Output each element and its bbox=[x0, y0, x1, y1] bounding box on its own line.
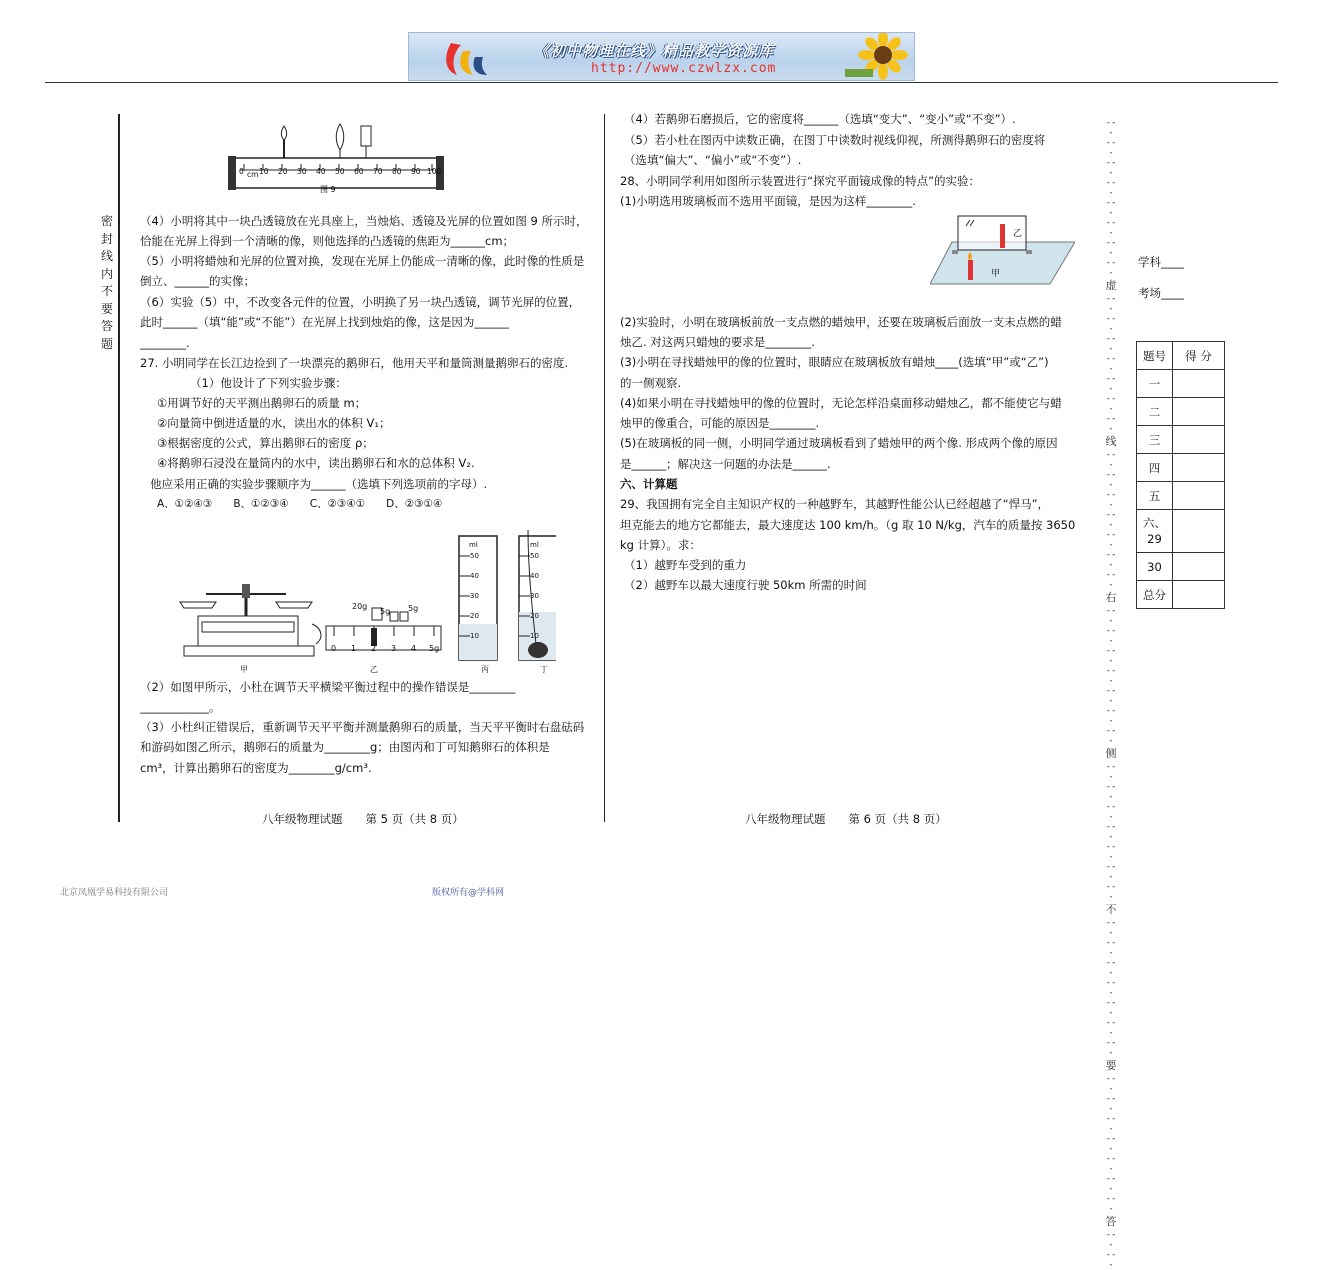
cylinder-tick: 40 bbox=[530, 572, 539, 580]
table-cell: 四 bbox=[1137, 454, 1173, 482]
text-line: （1）他设计了下列实验步骤： bbox=[190, 376, 347, 390]
binding-word: 侧 bbox=[1105, 747, 1117, 760]
page-footer-right: 八年级物理试题 第 6 页（共 8 页） bbox=[745, 812, 947, 826]
score-cell bbox=[1173, 581, 1225, 609]
cylinder-tick: 20 bbox=[470, 612, 479, 620]
text-line: 29、我国拥有完全自主知识产权的一种越野车，其越野性能公认已经超越了“悍马”， bbox=[620, 497, 1050, 511]
table-row bbox=[1137, 398, 1225, 426]
table-cell: 五 bbox=[1137, 482, 1173, 510]
binding-word: 右 bbox=[1105, 591, 1117, 604]
table-row bbox=[1137, 426, 1225, 454]
scale-label: 2 bbox=[371, 644, 377, 653]
text-line: ③根据密度的公式，算出鹅卵石的密度 ρ； bbox=[157, 436, 374, 450]
table-cell: 30 bbox=[1137, 553, 1173, 581]
subject-field: 学科____ bbox=[1138, 255, 1184, 269]
seal-line-text: 密封线内不要答题 bbox=[100, 214, 113, 351]
ruler-tick-label: 30 bbox=[297, 167, 307, 176]
binding-word: 虚 bbox=[1105, 279, 1117, 292]
plane-mirror-figure bbox=[930, 212, 1075, 288]
score-cell bbox=[1173, 370, 1225, 398]
cylinder-tick: 10 bbox=[530, 632, 539, 640]
ruler-tick-label: 80 bbox=[392, 167, 402, 176]
table-cell: 总分 bbox=[1137, 581, 1173, 609]
ruler-tick-label: 40 bbox=[316, 167, 326, 176]
text-line: 此时______（填“能”或“不能”）在光屏上找到烛焰的像，这是因为______ bbox=[140, 315, 509, 329]
weight-label: 20g bbox=[352, 602, 368, 611]
text-line: （4）若鹅卵石磨损后，它的密度将______（选填“变大”、“变小”或“不变”）. bbox=[624, 112, 1016, 126]
scale-label: 0 bbox=[331, 644, 337, 653]
text-line: （1）越野车受到的重力 bbox=[624, 558, 747, 572]
table-row bbox=[1137, 553, 1225, 581]
text-line: （2）越野车以最大速度行驶 50km 所需的时间 bbox=[624, 578, 867, 592]
page-footer-left: 八年级物理试题 第 5 页（共 8 页） bbox=[262, 812, 464, 826]
cylinder-unit: ml bbox=[530, 541, 539, 549]
table-cell: 二 bbox=[1137, 398, 1173, 426]
sunflower-icon bbox=[845, 33, 915, 81]
scale-label: 3 bbox=[391, 644, 397, 653]
figure-label: 乙 bbox=[370, 665, 378, 674]
table-row bbox=[1137, 454, 1225, 482]
text-line: ②向量筒中倒进适量的水，读出水的体积 V₁； bbox=[157, 416, 391, 430]
ruler-tick-label: 60 bbox=[354, 167, 364, 176]
text-line: 的一侧观察. bbox=[620, 376, 682, 390]
table-cell: 三 bbox=[1137, 426, 1173, 454]
text-line: ________. bbox=[140, 336, 190, 350]
text-line: 倒立、______的实像； bbox=[140, 274, 255, 288]
score-cell bbox=[1173, 553, 1225, 581]
options-line: A、①②④③ B、①②③④ C、②③④① D、②③①④ bbox=[157, 498, 443, 510]
cylinder-tick: 20 bbox=[530, 612, 539, 620]
logo-icon bbox=[437, 37, 497, 79]
binding-word: 要 bbox=[1105, 1059, 1117, 1072]
text-line: ①用调节好的天平测出鹅卵石的质量 m； bbox=[157, 396, 367, 410]
text-line: （5）小明将蜡烛和光屏的位置对换，发现在光屏上仍能成一清晰的像，此时像的性质是 bbox=[140, 254, 585, 268]
binding-word: 线 bbox=[1105, 435, 1117, 448]
text-line: (4)如果小明在寻找蜡烛甲的像的位置时，无论怎样沿桌面移动蜡烛乙，都不能使它与蜡 bbox=[620, 396, 1062, 410]
text-line: ____________。 bbox=[140, 700, 221, 714]
text-line: cm³，计算出鹅卵石的密度为________g/cm³. bbox=[140, 761, 372, 775]
cylinder-tick: 30 bbox=[530, 592, 539, 600]
ruler-tick-label: 70 bbox=[373, 167, 383, 176]
text-line: (5)在玻璃板的同一侧，小明同学通过玻璃板看到了蜡烛甲的两个像. 形成两个像的原因 bbox=[620, 436, 1058, 450]
figure-label: 丁 bbox=[540, 665, 548, 674]
table-row bbox=[1137, 482, 1225, 510]
ruler-tick-label: 10 bbox=[259, 167, 269, 176]
table-cell: 一 bbox=[1137, 370, 1173, 398]
cylinder-tick: 30 bbox=[470, 592, 479, 600]
text-line: （5）若小杜在图丙中读数正确，在图丁中读数时视线仰视，所测得鹅卵石的密度将 bbox=[624, 133, 1046, 147]
table-row bbox=[1137, 510, 1225, 553]
header-rule bbox=[45, 82, 1278, 83]
table-header-cell: 得 分 bbox=[1173, 342, 1225, 370]
ruler-tick-label: 90 bbox=[411, 167, 421, 176]
score-cell bbox=[1173, 482, 1225, 510]
scale-label: 5g bbox=[429, 644, 440, 653]
cylinder-tick: 50 bbox=[530, 552, 539, 560]
text-line: (1)小明选用玻璃板而不选用平面镜，是因为这样________. bbox=[620, 194, 916, 208]
section-heading: 六、计算题 bbox=[620, 477, 678, 491]
text-line: 27. 小明同学在长江边捡到了一块漂亮的鹅卵石，他用天平和量筒测量鹅卵石的密度. bbox=[140, 356, 569, 370]
score-table bbox=[1136, 341, 1225, 609]
text-line: （2）如图甲所示，小杜在调节天平横梁平衡过程中的操作错误是________ bbox=[140, 680, 516, 694]
candle-label-yi: 乙 bbox=[1013, 229, 1023, 239]
text-line: 坦克能去的地方它都能去，最大速度达 100 km/h。（g 取 10 N/kg，汽车的质量按 3650 bbox=[620, 518, 1076, 532]
scale-label: 4 bbox=[411, 644, 417, 653]
figure-label: 丙 bbox=[481, 665, 489, 674]
exam-room-field: 考场____ bbox=[1138, 286, 1184, 300]
figure-label: 甲 bbox=[240, 665, 248, 674]
score-cell bbox=[1173, 510, 1225, 553]
cylinder-tick: 40 bbox=[470, 572, 479, 580]
table-row bbox=[1137, 370, 1225, 398]
text-line: 烛乙. 对这两只蜡烛的要求是________. bbox=[620, 335, 815, 349]
score-cell bbox=[1173, 398, 1225, 426]
text-line: 恰能在光屏上得到一个清晰的像，则他选择的凸透镜的焦距为______cm； bbox=[140, 234, 515, 248]
cylinder-tick: 50 bbox=[470, 552, 479, 560]
text-line: 28、小明同学利用如图所示装置进行“探究平面镜成像的特点”的实验： bbox=[620, 174, 981, 188]
scale-label: 1 bbox=[351, 644, 357, 653]
column-divider bbox=[604, 114, 605, 822]
text-line: （3）小杜纠正错误后，重新调节天平平衡并测量鹅卵石的质量，当天平平衡时右盘砝码 bbox=[140, 720, 585, 734]
score-cell bbox=[1173, 454, 1225, 482]
binding-word: 答 bbox=[1105, 1215, 1117, 1228]
ruler-tick-label: 50 bbox=[335, 167, 345, 176]
table-header-row bbox=[1137, 342, 1225, 370]
text-line: 烛甲的像重合，可能的原因是________. bbox=[620, 416, 820, 430]
text-line: kg 计算）。求： bbox=[620, 538, 701, 552]
weight-label: 5g bbox=[380, 607, 391, 616]
optical-bench-figure bbox=[226, 118, 446, 194]
text-line: ④将鹅卵石浸没在量筒内的水中，读出鹅卵石和水的总体积 V₂. bbox=[157, 456, 475, 470]
fig9-caption: 图 9 bbox=[320, 185, 336, 194]
header-banner bbox=[408, 32, 915, 81]
text-line: (3)小明在寻找蜡烛甲的像的位置时，眼睛应在玻璃板放有蜡烛____(选填“甲”或“乙”) bbox=[620, 355, 1049, 369]
text-line: 和游码如图乙所示，鹅卵石的质量为________g；由图丙和丁可知鹅卵石的体积是 bbox=[140, 740, 550, 754]
binding-dash-column: --- --- --- --- --- --- --- --- 虚 --- --- --- --- --- --- --- 线 --- --- --- --- --- --- --- 右 --- --- --- --- --- --- --- 侧 --- --- --- --- --- --- --- 不 --- --- --- --- --- --- --- 要 --- --- --- --- --- --- --- 答 --- --- bbox=[1105, 118, 1117, 1270]
banner-url: http://www.czwlzx.com bbox=[591, 61, 777, 76]
banner-title: 《初中物理在线》精品教学资源库 bbox=[534, 42, 775, 60]
ruler-tick-label: 0 bbox=[239, 167, 244, 176]
table-row bbox=[1137, 581, 1225, 609]
text-line: 是______；解决这一问题的办法是______. bbox=[620, 457, 831, 471]
company-name: 北京凤凰学易科技有限公司 bbox=[60, 888, 169, 898]
score-cell bbox=[1173, 426, 1225, 454]
text-line: （选填“偏大”、“偏小”或“不变”）. bbox=[624, 153, 802, 167]
copyright-text: 版权所有@学科网 bbox=[432, 888, 505, 898]
ruler-tick-label: 20 bbox=[278, 167, 288, 176]
cylinder-tick: 10 bbox=[470, 632, 479, 640]
text-line: （6）实验（5）中，不改变各元件的位置，小明换了另一块凸透镜，调节光屏的位置， bbox=[140, 295, 581, 309]
left-binding-line bbox=[118, 114, 120, 822]
text-line: （4）小明将其中一块凸透镜放在光具座上，当烛焰、透镜及光屏的位置如图 9 所示时， bbox=[140, 214, 588, 228]
ruler-tick-label: 100 bbox=[427, 167, 442, 176]
weight-label: 5g bbox=[408, 604, 419, 613]
table-cell: 六、29 bbox=[1137, 510, 1173, 553]
binding-word: 不 bbox=[1105, 903, 1117, 916]
text-line: 他应采用正确的实验步骤顺序为______（选填下列选项前的字母）. bbox=[150, 477, 488, 491]
text-line: (2)实验时，小明在玻璃板前放一支点燃的蜡烛甲，还要在玻璃板后面放一支未点燃的蜡 bbox=[620, 315, 1062, 329]
candle-label-jia: 甲 bbox=[991, 269, 1001, 279]
table-header-cell: 题号 bbox=[1137, 342, 1173, 370]
ruler-unit: cm bbox=[247, 170, 259, 179]
cylinder-unit: ml bbox=[469, 541, 478, 549]
